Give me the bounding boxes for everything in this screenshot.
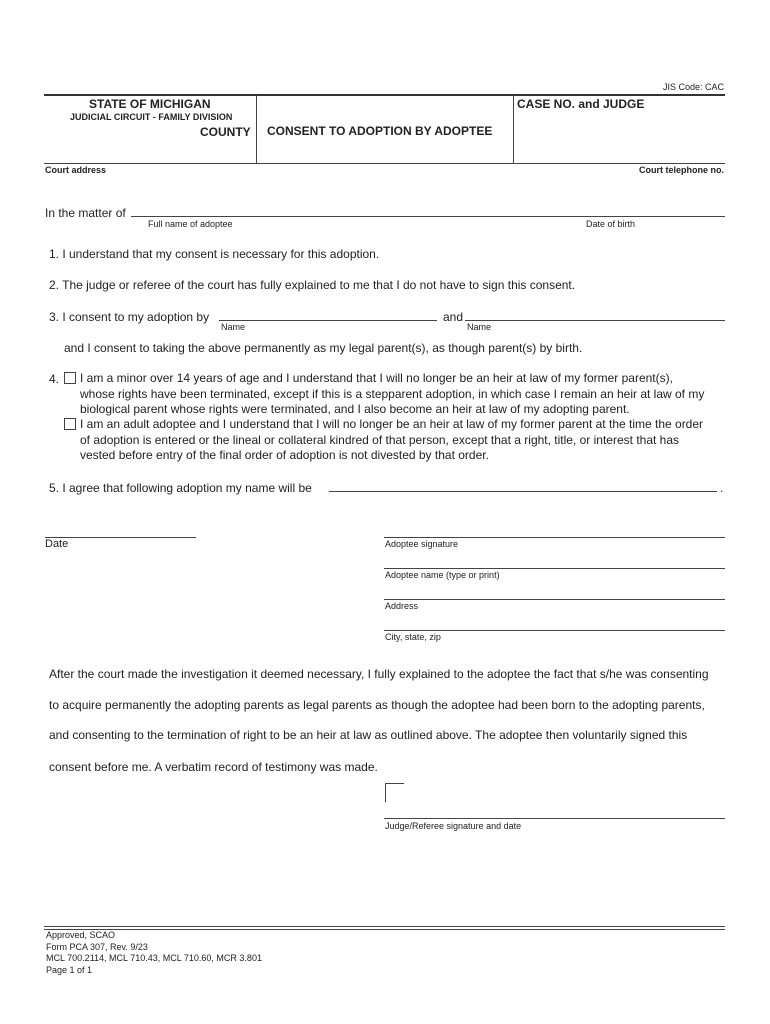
item-5: 5. I agree that following adoption my name will be (49, 481, 312, 495)
circuit-label: JUDICIAL CIRCUIT - FAMILY DIVISION (70, 112, 233, 122)
adult-checkbox[interactable] (64, 418, 76, 430)
adopter-name-1-caption: Name (221, 322, 246, 332)
statement-line-3: and consenting to the termination of right to be an heir at law as outlined above. The adoptee then voluntarily signed this (49, 728, 688, 742)
item-4a-line-2: whose rights have been terminated, except if this is a stepparent adoption, in which case I remain an heir at law of my (80, 387, 705, 401)
footer-statutes: MCL 700.2114, MCL 710.43, MCL 710.60, MCR 3.801 (46, 953, 262, 963)
adopter-name-2-field[interactable] (465, 320, 725, 321)
header-top-rule (44, 94, 725, 96)
item-4b-line-1: I am an adult adoptee and I understand that I will no longer be an heir at law of my former parent at the time the order (80, 417, 704, 431)
date-caption: Date (45, 538, 69, 550)
form-title: CONSENT TO ADOPTION BY ADOPTEE (267, 124, 493, 138)
judge-signature-field[interactable] (384, 818, 725, 819)
jis-code: JIS Code: CAC (662, 82, 724, 92)
statement-line-4: consent before me. A verbatim record of testimony was made. (49, 760, 378, 774)
city-field[interactable] (384, 630, 725, 631)
adoptee-name-print-caption: Adoptee name (type or print) (385, 570, 500, 580)
dob-caption: Date of birth (586, 219, 636, 229)
item-5-end: . (720, 481, 724, 495)
judge-signature-corner-mark (385, 783, 404, 802)
footer-approved: Approved, SCAO (46, 930, 116, 940)
header-divider-1 (256, 95, 257, 163)
address-caption: Address (385, 601, 419, 611)
statement-line-2: to acquire permanently the adopting parents as legal parents as though the adoptee had been born to the adopting parents, (49, 698, 705, 712)
case-no-label[interactable]: CASE NO. and JUDGE (517, 97, 645, 111)
new-name-field[interactable] (329, 491, 717, 492)
matter-label: In the matter of (45, 206, 126, 220)
header-divider-2 (513, 95, 514, 163)
adoptee-name-print-field[interactable] (384, 568, 725, 569)
state-name: STATE OF MICHIGAN (89, 97, 211, 111)
item-3-continued: and I consent to taking the above permanently as my legal parent(s), as though parent(s) by birth. (64, 341, 583, 355)
adopter-name-2-caption: Name (467, 322, 492, 332)
court-address-label: Court address (45, 165, 107, 175)
item-4b-line-2: of adoption is entered or the lineal or collateral kindred of that person, except that a right, title, or interest that has (80, 433, 680, 447)
footer-page: Page 1 of 1 (46, 964, 93, 975)
item-3-lead: 3. I consent to my adoption by (49, 310, 210, 324)
judge-signature-caption: Judge/Referee signature and date (385, 821, 522, 831)
address-field[interactable] (384, 599, 725, 600)
item-3-and: and (443, 310, 464, 324)
city-caption: City, state, zip (385, 632, 441, 642)
statement-line-1: After the court made the investigation it deemed necessary, I fully explained to the adoptee the fact that s/he was consenting (49, 667, 709, 681)
footer (46, 930, 262, 976)
item-1: 1. I understand that my consent is necessary for this adoption. (49, 247, 380, 261)
adoptee-signature-field[interactable] (384, 537, 725, 538)
adoptee-name-field[interactable] (131, 216, 725, 217)
footer-form-number: Form PCA 307, Rev. 9/23 (46, 941, 148, 952)
county-label: COUNTY (200, 125, 251, 139)
adoptee-signature-caption: Adoptee signature (385, 539, 459, 549)
item-4a-line-1: I am a minor over 14 years of age and I understand that I will no longer be an heir at law of my former parent(s), (80, 371, 673, 385)
court-telephone-label: Court telephone no. (639, 165, 724, 175)
adoptee-name-caption: Full name of adoptee (148, 219, 233, 229)
item-4b-line-3: vested before entry of the final order of adoption is not divested by that order. (80, 448, 489, 462)
adopter-name-1-field[interactable] (219, 320, 437, 321)
footer-rule-1 (44, 926, 725, 927)
item-4a-line-3: biological parent whose rights were terminated, and I also become an heir at law of my adopting parent. (80, 402, 630, 416)
header-bottom-rule (44, 163, 725, 164)
item-2: 2. The judge or referee of the court has fully explained to me that I do not have to sign this consent. (49, 278, 576, 292)
item-4-number: 4. (49, 372, 60, 386)
minor-checkbox[interactable] (64, 372, 76, 384)
